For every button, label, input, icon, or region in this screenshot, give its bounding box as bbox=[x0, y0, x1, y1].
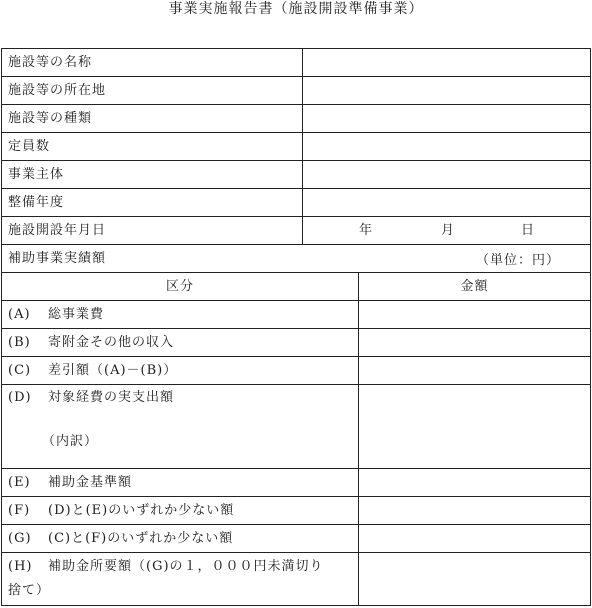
code-c: (C) bbox=[8, 362, 32, 378]
code-e: (E) bbox=[8, 474, 31, 490]
label-fiscal-year: 整備年度 bbox=[2, 189, 303, 216]
label-results-amount: 補助事業実績額 bbox=[8, 250, 107, 266]
text-g: (C)と(F)のいずれか少ない額 bbox=[48, 530, 234, 546]
text-c: 差引額（(A)－(B)） bbox=[48, 362, 178, 378]
input-opening-date[interactable] bbox=[303, 217, 590, 244]
label-item-a bbox=[2, 301, 359, 328]
row-item-a bbox=[2, 301, 590, 329]
label-opening-date: 施設開設年月日 bbox=[2, 217, 303, 244]
text-d: 対象経費の実支出額 bbox=[48, 390, 175, 405]
input-operator[interactable] bbox=[303, 161, 590, 188]
amount-e[interactable] bbox=[359, 469, 590, 496]
label-item-c bbox=[2, 357, 359, 384]
input-facility-name[interactable] bbox=[303, 49, 590, 76]
row-operator bbox=[2, 161, 590, 189]
amount-b[interactable] bbox=[359, 329, 590, 356]
text-h: 補助金所要額（(G)の１，０００円未満切り bbox=[48, 559, 324, 574]
row-results-amount bbox=[2, 245, 590, 273]
month-label: 月 bbox=[441, 222, 456, 238]
row-item-d bbox=[2, 385, 590, 469]
amount-d[interactable] bbox=[359, 385, 590, 468]
text-h-cont: 捨て） bbox=[8, 583, 51, 598]
label-item-e bbox=[2, 469, 359, 496]
label-facility-name: 施設等の名称 bbox=[2, 49, 303, 76]
amount-f[interactable] bbox=[359, 497, 590, 524]
year-label: 年 bbox=[359, 222, 374, 238]
input-capacity[interactable] bbox=[303, 133, 590, 160]
amount-h[interactable] bbox=[359, 553, 590, 605]
amount-g[interactable] bbox=[359, 525, 590, 552]
header-category: 区分 bbox=[2, 273, 359, 300]
text-b: 寄附金その他の収入 bbox=[48, 334, 175, 350]
row-facility-type bbox=[2, 105, 590, 133]
input-fiscal-year[interactable] bbox=[303, 189, 590, 216]
row-capacity bbox=[2, 133, 590, 161]
table-header-row bbox=[2, 273, 590, 301]
code-f: (F) bbox=[8, 502, 31, 518]
label-facility-type: 施設等の種類 bbox=[2, 105, 303, 132]
row-item-f bbox=[2, 497, 590, 525]
code-b: (B) bbox=[8, 334, 31, 350]
row-facility-name bbox=[2, 49, 590, 77]
label-operator: 事業主体 bbox=[2, 161, 303, 188]
row-item-h bbox=[2, 553, 590, 605]
unit-label: （単位：円） bbox=[475, 253, 560, 268]
label-capacity: 定員数 bbox=[2, 133, 303, 160]
row-fiscal-year bbox=[2, 189, 590, 217]
code-h: (H) bbox=[8, 559, 33, 574]
row-facility-address bbox=[2, 77, 590, 105]
text-e: 補助金基準額 bbox=[48, 474, 133, 490]
label-facility-address: 施設等の所在地 bbox=[2, 77, 303, 104]
label-item-g bbox=[2, 525, 359, 552]
day-label: 日 bbox=[521, 222, 536, 238]
code-a: (A) bbox=[8, 306, 31, 322]
document-title: 事業実施報告書（施設開設準備事業） bbox=[168, 1, 424, 17]
report-table bbox=[1, 48, 591, 606]
amount-a[interactable] bbox=[359, 301, 590, 328]
code-g: (G) bbox=[8, 530, 32, 546]
text-f: (D)と(E)のいずれか少ない額 bbox=[48, 502, 235, 518]
text-a: 総事業費 bbox=[48, 306, 105, 322]
row-item-c bbox=[2, 357, 590, 385]
code-d: (D) bbox=[8, 390, 32, 405]
row-opening-date bbox=[2, 217, 590, 245]
amount-c[interactable] bbox=[359, 357, 590, 384]
row-item-e bbox=[2, 469, 590, 497]
input-facility-type[interactable] bbox=[303, 105, 590, 132]
header-amount: 金額 bbox=[460, 278, 489, 294]
label-item-h bbox=[2, 553, 359, 605]
label-item-f bbox=[2, 497, 359, 524]
input-facility-address[interactable] bbox=[303, 77, 590, 104]
row-item-g bbox=[2, 525, 590, 553]
row-item-b bbox=[2, 329, 590, 357]
label-item-b bbox=[2, 329, 359, 356]
label-item-d bbox=[2, 385, 359, 468]
breakdown-label: （内訳） bbox=[42, 434, 99, 449]
